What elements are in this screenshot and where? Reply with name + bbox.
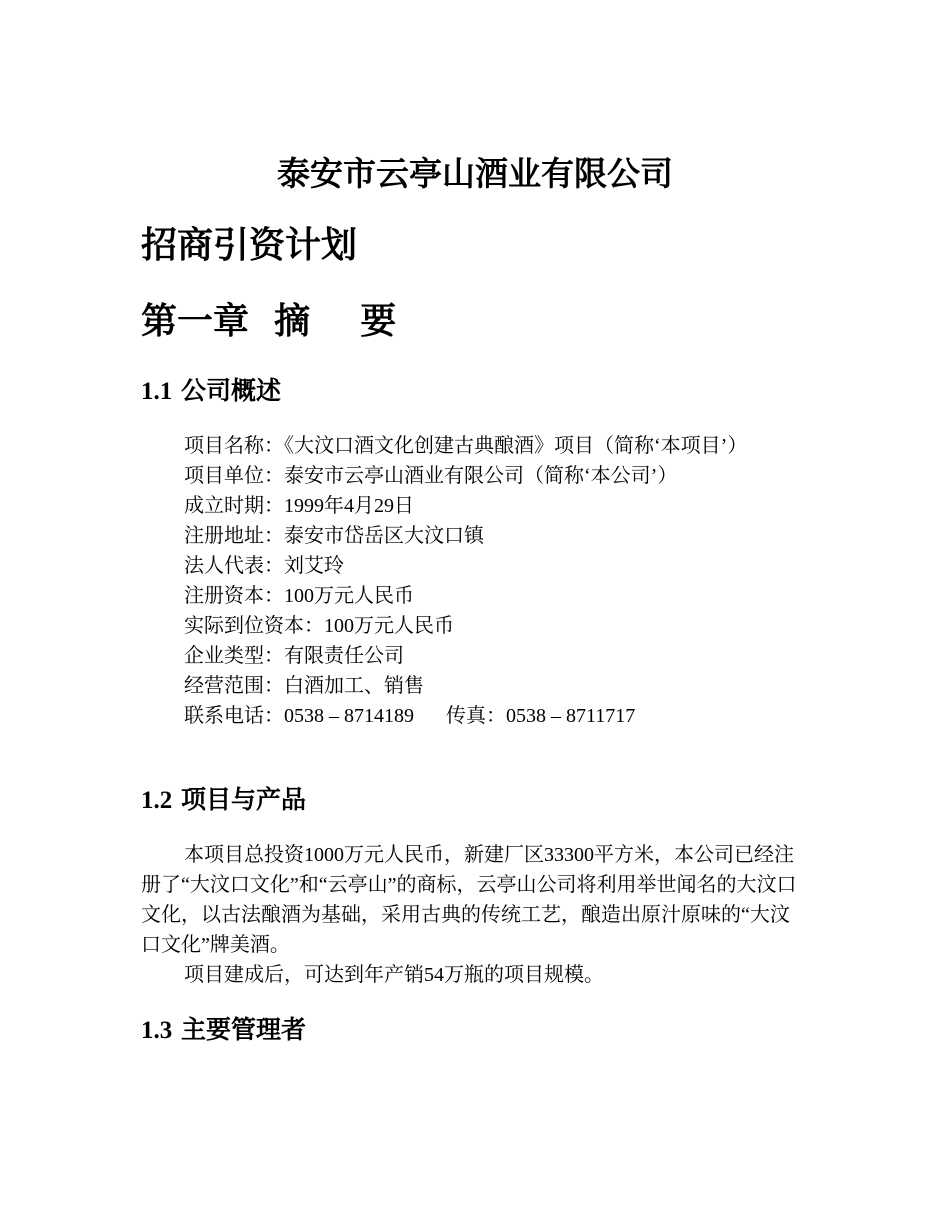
business-scope-line: 经营范围：白酒加工、销售 [184, 675, 424, 697]
project-product-block [141, 840, 806, 990]
section-title-text: 主要管理者 [180, 1015, 306, 1044]
founded-line: 成立时期：1999年4月29日 [184, 495, 414, 517]
section-title-text: 公司概述 [180, 376, 281, 405]
project-name-line: 项目名称：《大汶口酒文化创建古典酿酒》项目（简称‘本项目’） [184, 435, 748, 457]
section-heading-1-2 [141, 782, 306, 819]
address-line: 注册地址：泰安市岱岳区大汶口镇 [184, 525, 484, 547]
section-number: 1.3 [141, 1017, 173, 1044]
company-type-line: 企业类型：有限责任公司 [184, 645, 404, 667]
section-number: 1.1 [141, 378, 173, 405]
project-unit-line: 项目单位：泰安市云亭山酒业有限公司（简称‘本公司’） [184, 465, 678, 487]
section-number: 1.2 [141, 787, 173, 814]
contact-line [141, 701, 806, 731]
section-heading-1-1 [141, 373, 281, 410]
legal-rep-line: 法人代表：刘艾玲 [184, 555, 344, 577]
section-title-text: 项目与产品 [180, 785, 306, 814]
project-scale-paragraph: 项目建成后，可达到年产销54万瓶的项目规模。 [184, 964, 604, 986]
fax-text: 传真：0538 – 8711717 [446, 705, 636, 727]
chapter-title: 第一章 摘 要 [141, 301, 397, 342]
company-title: 泰安市云亭山酒业有限公司 [277, 154, 673, 193]
project-paragraph: 本项目总投资1000万元人民币，新建厂区33300平方米，本公司已经注册了“大汶口文化”和“云亭山”的商标，云亭山公司将利用举世闻名的大汶口文化，以古法酿酒为基础，采用古典的传统工艺，酿造出原汁原味的“大汶口文化”牌美酒。 [141, 844, 797, 956]
company-overview-block [141, 431, 806, 731]
section-heading-1-3 [141, 1012, 306, 1049]
paid-capital-line: 实际到位资本：100万元人民币 [184, 615, 454, 637]
registered-capital-line: 注册资本：100万元人民币 [184, 585, 414, 607]
phone-text: 联系电话：0538 – 8714189 [184, 705, 414, 727]
document-title: 招商引资计划 [141, 225, 358, 266]
